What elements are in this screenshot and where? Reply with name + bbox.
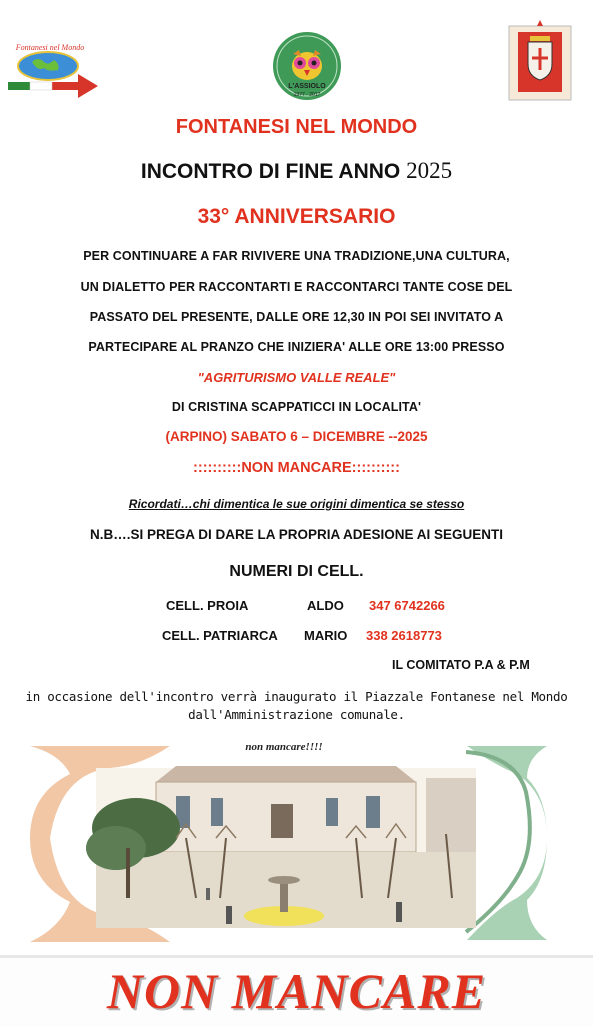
contact-2-phone[interactable]: 338 2618773 (366, 628, 442, 643)
contact-1-prefix: CELL. PROIA (166, 598, 249, 613)
picture-caption: non mancare!!!! (245, 741, 323, 753)
organization-title: FONTANESI NEL MONDO (175, 116, 418, 138)
middle-logo-years: 1977 · 2017 (293, 92, 321, 98)
contact-2-prefix: CELL. PATRIARCA (162, 628, 278, 643)
body-line-4: PARTECIPARE AL PRANZO CHE INIZIERA' ALLE ORE 13:00 PRESSO (88, 340, 505, 354)
contact-2-name: MARIO (304, 628, 348, 643)
vintage-piazza-picture (26, 738, 551, 948)
venue-owner: DI CRISTINA SCAPPATICCI IN LOCALITA' (171, 400, 422, 414)
assiolo-owl-logo (265, 30, 349, 102)
non-mancare-line: ::::::::::NON MANCARE:::::::::: (193, 460, 400, 476)
body-line-2: UN DIALETTO PER RACCONTARTI E RACCONTARCI TANTE COSE DEL (80, 280, 513, 294)
event-date: (ARPINO) SABATO 6 – DICEMBRE --2025 (165, 429, 428, 444)
body-line-3: PASSATO DEL PRESENTE, DALLE ORE 12,30 IN POI SEI INVITATO A (89, 310, 504, 324)
event-year: 2025 (406, 158, 453, 183)
anniversary-title: 33° ANNIVERSARIO (197, 205, 396, 228)
venue-name: "AGRITURISMO VALLE REALE" (197, 370, 396, 385)
contact-1-phone[interactable]: 347 6742266 (369, 598, 445, 613)
announcement-line-2: dall'Amministrazione comunale. (188, 707, 405, 722)
nb-note: N.B….SI PREGA DI DARE LA PROPRIA ADESIONE AI SEGUENTI (89, 527, 504, 542)
contact-1-name: ALDO (307, 598, 344, 613)
numbers-title: NUMERI DI CELL. (229, 563, 364, 580)
left-logo-text: Fontanesi nel Mondo (15, 43, 85, 52)
municipal-banner-logo (508, 18, 572, 102)
footer-non-mancare-title: NON MANCARE (106, 963, 487, 1019)
reminder-quote: Ricordati…chi dimentica le sue origini dimentica se stesso (128, 497, 465, 511)
fontanesi-world-logo (4, 38, 100, 102)
middle-logo-text: L'ASSIOLO (288, 83, 326, 90)
committee-signature: IL COMITATO P.A & P.M (392, 658, 530, 672)
event-title-text: INCONTRO DI FINE ANNO (140, 160, 401, 183)
announcement-line-1: in occasione dell'incontro verrà inaugurato il Piazzale Fontanese nel Mondo (25, 689, 568, 704)
event-title (0, 158, 593, 184)
body-line-1: PER CONTINUARE A FAR RIVIVERE UNA TRADIZIONE,UNA CULTURA, (83, 249, 510, 263)
